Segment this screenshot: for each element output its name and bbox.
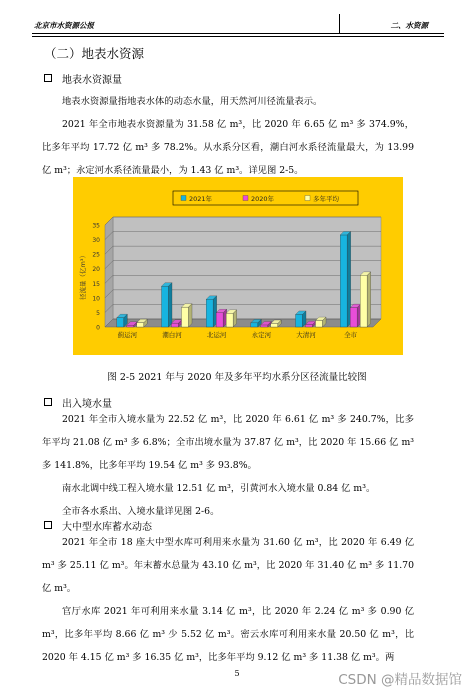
- y-tick-label: 0: [96, 324, 100, 332]
- bar-5-2: [360, 275, 367, 327]
- bar-2-0: [206, 299, 213, 327]
- paragraph: 2021 年全市地表水资源量为 31.58 亿 m³，比 2020 年 6.65 亿 m³ 多 374.9%，比多年平均 17.72 亿 m³ 多 78.2%。从水系分区看，潮白河水系径流量最大，为 13.99 亿 m³；永定河水系径流量最小，为 1.43 亿 m³。详见图 2-5。: [42, 119, 414, 176]
- square-bullet-icon: [44, 398, 52, 406]
- page-header-separator: [339, 14, 340, 34]
- y-tick-label: 5: [96, 309, 100, 317]
- paragraph-block-1: [42, 90, 414, 182]
- bar-1-2: [182, 307, 189, 327]
- header-rule: [32, 33, 444, 34]
- runoff-chart: [73, 177, 403, 355]
- paragraph: 官厅水库 2021 年可利用来水量 3.14 亿 m³，比 2020 年 2.24 亿 m³ 多 0.90 亿 m³，比多年平均 8.66 亿 m³ 少 5.52 亿 m³。密云水库可利用来水量 20.50 亿 m³，比 2020 年 4.15 亿 m³ 多 16.35 亿 m³，比多年平均 9.12 亿 m³ 多 11.38 亿 m³。两: [42, 606, 414, 663]
- paragraph: 2021 年全市入境水量为 22.52 亿 m³，比 2020 年 6.61 亿 m³ 多 240.7%，比多年平均 21.08 亿 m³ 多 6.8%；全市出境水量为 37.87 亿 m³，比 2020 年 15.66 亿 m³ 多 141.8%，比多年平均 19.54 亿 m³ 多 93.8%。: [42, 414, 414, 471]
- legend-swatch: [181, 196, 186, 201]
- bar-0-0: [117, 318, 124, 327]
- page-header-left: 北京市水资源公报: [34, 21, 94, 30]
- paragraph: 地表水资源量指地表水体的动态水量，用天然河川径流量表示。: [62, 96, 323, 107]
- paragraph-block-3: [42, 531, 414, 669]
- bar-1-1: [172, 323, 179, 327]
- section-title: （二）地表水资源: [44, 46, 145, 61]
- square-bullet-icon: [44, 74, 52, 82]
- legend-swatch: [305, 196, 310, 201]
- bar-5-1: [350, 308, 357, 327]
- bar-4-0: [296, 314, 303, 327]
- bar-3-1: [261, 325, 268, 327]
- bar-0-2: [137, 323, 144, 327]
- bar-0-1: [127, 325, 134, 327]
- subheading-text: 出入境水量: [62, 399, 112, 410]
- x-tick-label: 永定河: [251, 331, 272, 339]
- chart-side-wall: [105, 217, 113, 327]
- paragraph: 2021 年全市 18 座大中型水库可利用来水量为 31.60 亿 m³，比 2020 年 6.49 亿 m³ 多 25.11 亿 m³。年末蓄水总量为 43.10 亿 m³，比 2020 年 31.40 亿 m³ 多 11.70 亿 m³。: [42, 537, 414, 594]
- x-tick-label: 蓟运河: [117, 331, 138, 339]
- bar-3-0: [251, 323, 258, 327]
- page-number: 5: [234, 669, 240, 678]
- paragraph-block-2: [42, 408, 414, 523]
- y-tick-label: 25: [92, 251, 100, 259]
- header-rule-thin: [32, 36, 444, 37]
- bar-2-1: [216, 313, 223, 327]
- subheading-text: 大中型水库蓄水动态: [62, 522, 152, 533]
- square-bullet-icon: [44, 521, 52, 529]
- bar-4-1: [306, 325, 313, 327]
- x-tick-label: 大清河: [296, 331, 316, 339]
- bar-side-5-2: [367, 272, 371, 327]
- y-tick-label: 35: [92, 222, 100, 230]
- bar-3-2: [271, 324, 278, 327]
- y-tick-label: 10: [92, 295, 100, 303]
- legend-label: 多年平均: [313, 195, 339, 203]
- subheading-text: 地表水资源量: [62, 75, 122, 86]
- paragraph: 全市各水系出、入境水量详见图 2-6。: [62, 506, 220, 517]
- y-tick-label: 30: [92, 237, 100, 245]
- bar-1-0: [162, 286, 169, 327]
- bar-4-2: [316, 321, 323, 327]
- x-tick-label: 全市: [344, 331, 358, 339]
- runoff-chart-svg: [73, 177, 403, 355]
- y-tick-label: 20: [92, 266, 100, 274]
- legend-label: 2020年: [251, 195, 275, 203]
- bar-2-2: [226, 313, 233, 327]
- paragraph: 南水北调中线工程入境水量 12.51 亿 m³，引黄河水入境水量 0.84 亿 m³。: [62, 483, 376, 494]
- x-tick-label: 潮白河: [162, 331, 182, 339]
- bar-5-0: [340, 235, 347, 327]
- bar-side-1-0: [169, 283, 173, 327]
- page-header-right: 二、水资源: [390, 21, 428, 30]
- y-axis-label: 径流量（亿m³）: [79, 252, 87, 300]
- subheading-surface-water: [44, 71, 122, 86]
- legend-swatch: [243, 196, 248, 201]
- figure-caption: 图 2-5 2021 年与 2020 年及多年平均水系分区径流量比较图: [107, 372, 367, 383]
- legend-label: 2021年: [189, 195, 213, 203]
- watermark: CSDN @精品数据馆: [338, 672, 462, 688]
- bar-side-1-2: [189, 304, 193, 327]
- y-tick-label: 15: [92, 280, 100, 288]
- x-tick-label: 北运河: [206, 331, 227, 339]
